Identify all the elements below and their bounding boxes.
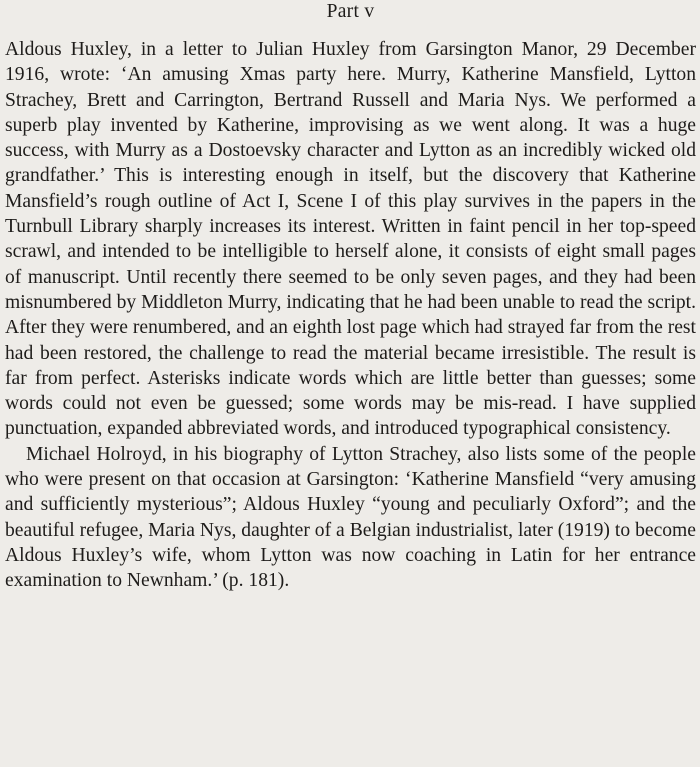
body-paragraph-2: Michael Holroyd, in his biography of Lytton Strachey, also lists some of the people who were present on that occasion at Garsington: ‘Katherine Mansfield “very amusing and sufficiently mysterious”; Aldous Huxley “young and peculiarly Oxford”; and the beautiful refugee, Maria Nys, daughter of a Belgian industrialist, later (1919) to become Aldous Huxley’s wife, whom Lytton was now coaching in Latin for her entrance examination to Newnham.’ (p. 181). — [5, 443, 696, 592]
body-paragraph-1: Aldous Huxley, in a letter to Julian Huxley from Garsington Manor, 29 December 1916, wrote: ‘An amusing Xmas party here. Murry, Katherine Mansfield, Lytton Strachey, Brett and Carrington, Bertrand Russell and Maria Nys. We performed a superb play invented by Katherine, improvising as we went along. It was a huge success, with Murry as a Dostoevsky character and Lytton as an incredibly wicked old grandfather.’ This is interesting enough in itself, but the discovery that Katherine Mansfield’s rough outline of Act I, Scene I of this play survives in the papers in the Turnbull Library sharply increases its interest. Written in faint pencil in her top-speed scrawl, and intended to be intelligible to herself alone, it consists of eight small pages of manuscript. Until recently there seemed to be only seven pages, and they had been misnumbered by Middleton Murry, indicating that he had been unable to read the script. After they were renumbered, and an eighth lost page which had strayed far from the rest had been restored, the challenge to read the material became irresistible. The result is far from perfect. Asterisks indicate words which are little better than guesses; some words could not even be guessed; some words may be mis-read. I have supplied punctuation, expanded abbreviated words, and introduced typographical consistency. — [5, 39, 696, 440]
document-page — [5, 0, 696, 767]
running-head: Part v — [326, 1, 375, 22]
